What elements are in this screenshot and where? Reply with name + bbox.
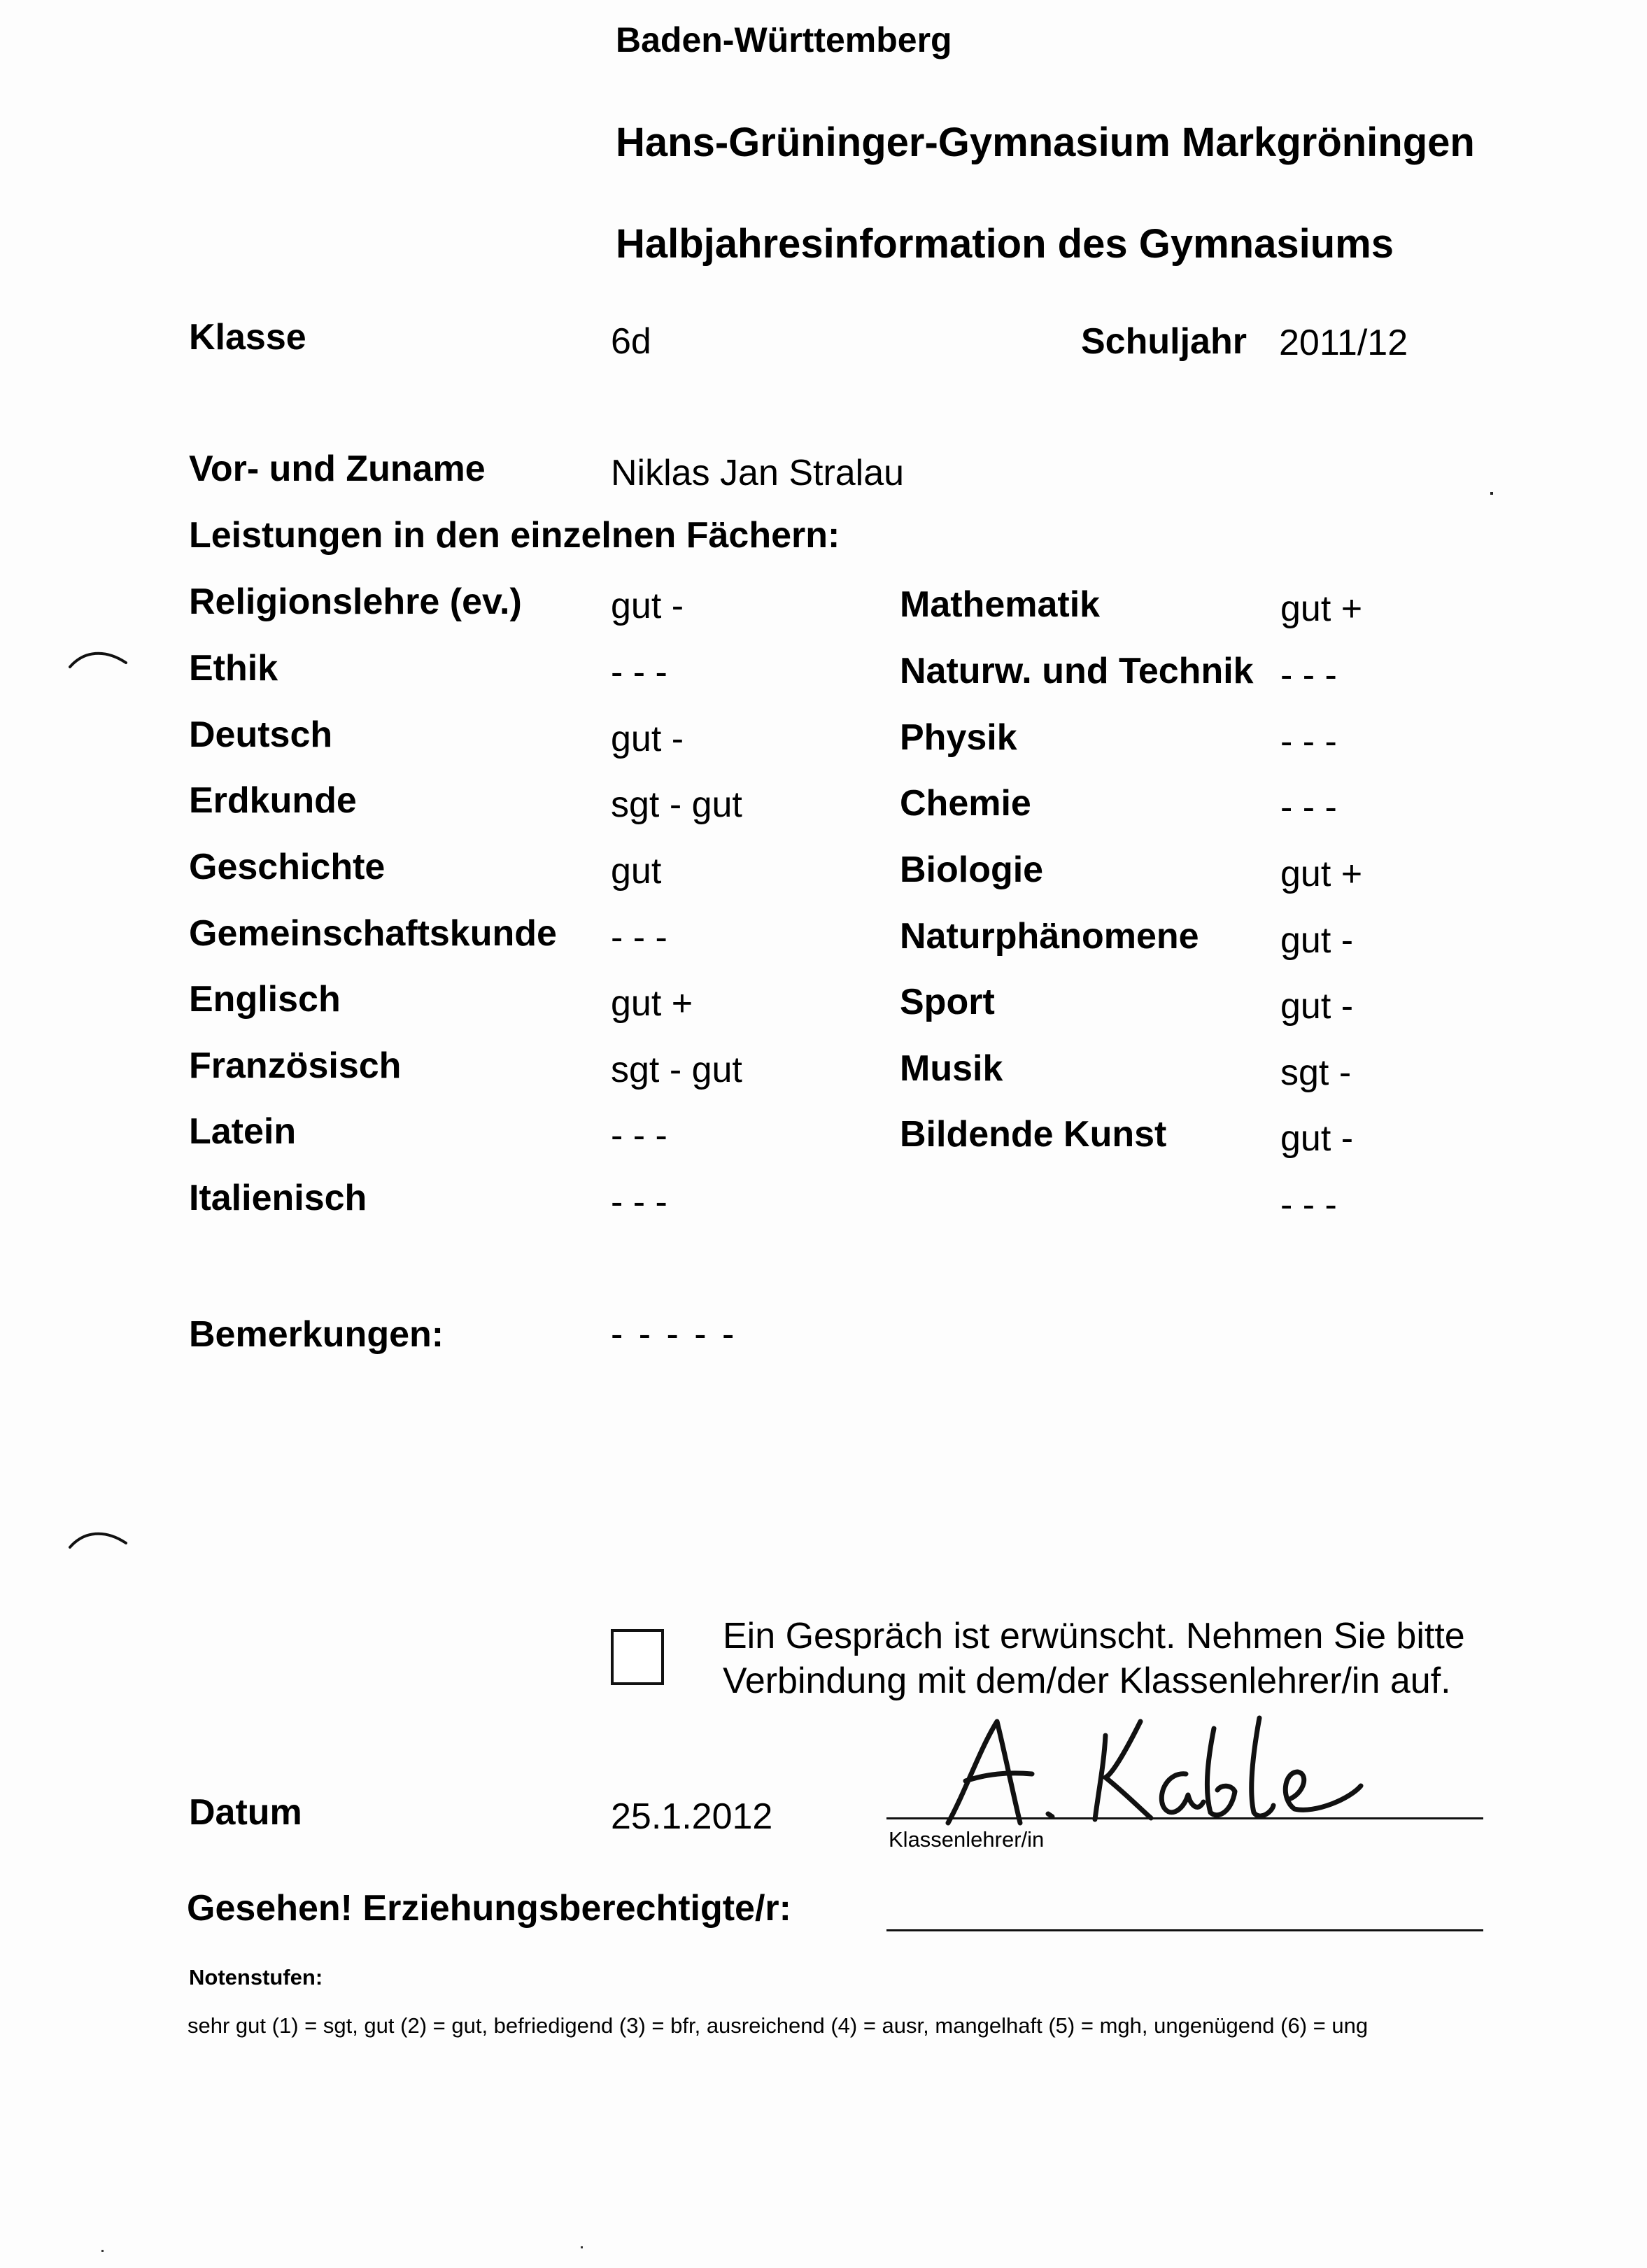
grade-italienisch: - - -	[611, 1182, 667, 1223]
grade-franzoesisch: sgt - gut	[611, 1050, 742, 1090]
subject-physik: Physik	[900, 717, 1017, 758]
conversation-checkbox[interactable]	[611, 1629, 664, 1685]
school-name: Hans-Grüninger-Gymnasium Markgröningen	[616, 120, 1475, 165]
grade-sport: gut -	[1280, 986, 1354, 1027]
grades-heading: Leistungen in den einzelnen Fächern:	[189, 515, 840, 556]
signature-line-teacher	[886, 1817, 1483, 1819]
remarks-label: Bemerkungen:	[189, 1314, 444, 1355]
legend-title: Notenstufen:	[189, 1965, 323, 1989]
punch-hole-mark-bottom	[66, 1521, 129, 1552]
scan-speck	[101, 2250, 104, 2252]
grade-erdkunde: sgt - gut	[611, 784, 742, 825]
name-label: Vor- und Zuname	[189, 449, 486, 489]
conversation-line-2: Verbindung mit dem/der Klassenlehrer/in auf.	[723, 1661, 1451, 1701]
grade-musik: sgt -	[1280, 1052, 1352, 1093]
subject-biologie: Biologie	[900, 850, 1044, 890]
school-year-label: Schuljahr	[1081, 321, 1247, 362]
grade-bildende-kunst: gut -	[1280, 1118, 1354, 1159]
grade-mathematik: gut +	[1280, 589, 1363, 629]
subject-gemeinschaftskunde: Gemeinschaftskunde	[189, 913, 557, 954]
teacher-signature	[938, 1707, 1371, 1833]
grade-geschichte: gut	[611, 851, 662, 892]
subject-englisch: Englisch	[189, 979, 341, 1020]
grade-physik: - - -	[1280, 721, 1337, 762]
state-heading: Baden-Württemberg	[616, 20, 952, 59]
grade-latein: - - -	[611, 1115, 667, 1156]
punch-hole-mark-top	[66, 640, 129, 672]
conversation-line-1: Ein Gespräch ist erwünscht. Nehmen Sie bitte	[723, 1616, 1465, 1656]
grade-chemie: - - -	[1280, 787, 1337, 828]
grade-gemeinschaftskunde: - - -	[611, 917, 667, 958]
grade-naturw-technik: - - -	[1280, 655, 1337, 696]
student-name: Niklas Jan Stralau	[611, 453, 905, 493]
legend-text: sehr gut (1) = sgt, gut (2) = gut, befriedigend (3) = bfr, ausreichend (4) = ausr, mangelhaft (5) = mgh, ungenügend (6) = ung	[188, 2013, 1369, 2038]
date-label: Datum	[189, 1792, 302, 1833]
subject-geschichte: Geschichte	[189, 847, 386, 887]
subject-naturphaenomene: Naturphänomene	[900, 916, 1199, 957]
date-value: 25.1.2012	[611, 1796, 773, 1837]
grade-empty: - - -	[1280, 1185, 1337, 1225]
scan-speck	[1490, 492, 1493, 495]
subject-ethik: Ethik	[189, 648, 278, 689]
class-value: 6d	[611, 321, 651, 362]
subject-deutsch: Deutsch	[189, 714, 333, 755]
subject-latein: Latein	[189, 1111, 297, 1152]
class-label: Klasse	[189, 317, 306, 358]
subject-naturw-technik: Naturw. und Technik	[900, 651, 1254, 691]
subject-bildende-kunst: Bildende Kunst	[900, 1114, 1167, 1155]
grade-biologie: gut +	[1280, 854, 1363, 894]
subject-franzoesisch: Französisch	[189, 1045, 402, 1086]
remarks-value: - - - - -	[611, 1314, 737, 1355]
scan-speck	[581, 2246, 583, 2248]
document-title: Halbjahresinformation des Gymnasiums	[616, 221, 1394, 267]
guardian-label: Gesehen! Erziehungsberechtigte/r:	[187, 1888, 791, 1929]
grade-deutsch: gut -	[611, 719, 684, 759]
grade-religion: gut -	[611, 586, 684, 626]
subject-chemie: Chemie	[900, 783, 1031, 824]
subject-erdkunde: Erdkunde	[189, 780, 357, 821]
subject-religion: Religionslehre (ev.)	[189, 582, 522, 622]
grade-naturphaenomene: gut -	[1280, 920, 1354, 961]
subject-mathematik: Mathematik	[900, 584, 1101, 625]
grade-englisch: gut +	[611, 983, 693, 1024]
signature-line-guardian[interactable]	[886, 1929, 1483, 1931]
signature-caption: Klassenlehrer/in	[889, 1827, 1045, 1852]
subject-musik: Musik	[900, 1048, 1003, 1089]
subject-sport: Sport	[900, 982, 995, 1022]
grade-ethik: - - -	[611, 652, 667, 693]
subject-italienisch: Italienisch	[189, 1178, 367, 1218]
school-year-value: 2011/12	[1279, 323, 1408, 363]
